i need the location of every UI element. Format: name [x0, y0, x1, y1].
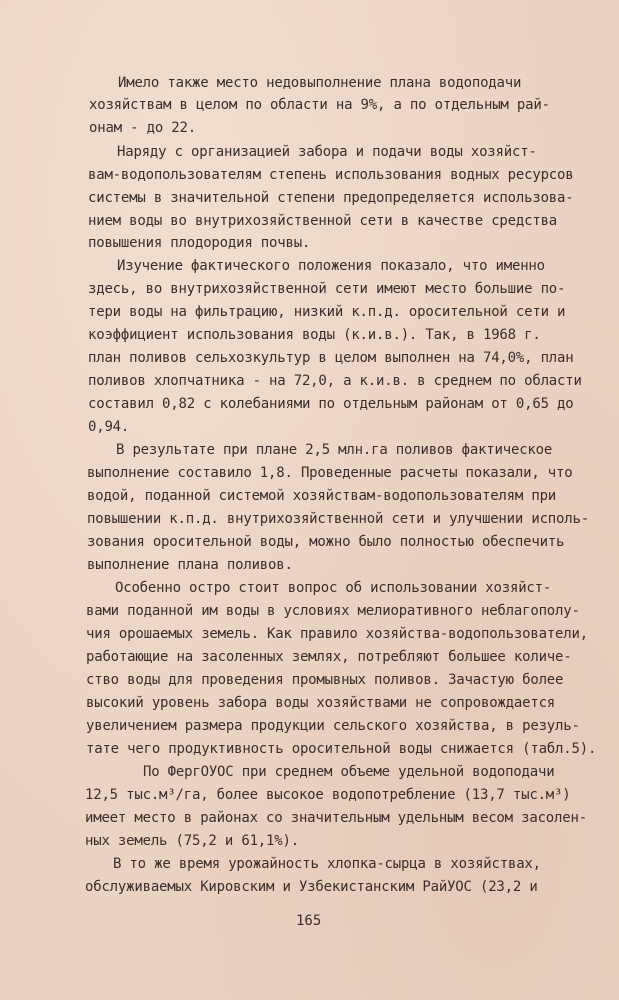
text-line: водой, поданной системой хозяйствам-водопользователям при — [87, 488, 557, 504]
text-line: повышении к.п.д. внутрихозяйственной сети и улучшении исполь- — [87, 511, 589, 527]
text-line: 12,5 тыс.м³/га, более высокое водопотребление (13,7 тыс.м³) — [85, 787, 571, 803]
text-line: По ФергОУОС при среднем объеме удельной водоподачи — [143, 764, 555, 780]
text-line: Изучение фактического положения показало, что именно — [117, 258, 545, 274]
text-line: тери воды на фильтрацию, низкий к.п.д. оросительной сети и — [88, 304, 566, 320]
text-line: ство воды для проведения промывных поливов. Зачастую более — [86, 672, 564, 688]
text-line: вами поданной им воды в условиях мелиоративного неблагополу- — [86, 603, 580, 619]
text-line: работающие на засоленных землях, потребляют большее количе- — [86, 649, 572, 665]
text-line: Особенно остро стоит вопрос об использовании хозяйст- — [115, 580, 552, 596]
text-line: поливов хлопчатника - на 72,0, а к.и.в. в среднем по области — [88, 373, 582, 389]
text-line: увеличением размера продукции сельского хозяйства, в резуль- — [86, 718, 580, 734]
text-line: высокий уровень забора воды хозяйствами не сопровождается — [86, 695, 556, 711]
text-line: ных земель (75,2 и 61,1%). — [85, 833, 299, 849]
text-line: здесь, во внутрихозяйственной сети имеют место большие по- — [88, 281, 566, 297]
text-line: зования оросительной воды, можно было полностью обеспечить — [87, 534, 565, 550]
text-line: чия орошаемых земель. Как правило хозяйства-водопользователи, — [86, 626, 588, 642]
text-line: нием воды во внутрихозяйственной сети в качестве средства — [88, 213, 558, 229]
text-line: Наряду с организацией забора и подачи воды хозяйст- — [117, 144, 537, 160]
text-line: системы в значительной степени предопределяется использова- — [88, 190, 574, 206]
page-number: 165 — [296, 913, 322, 929]
text-line: В то же время урожайность хлопка-сырца в хозяйствах, — [113, 856, 541, 872]
text-line: онам - до 22. — [89, 120, 196, 136]
text-line: составил 0,82 с колебаниями по отдельным районам от 0,65 до — [88, 396, 574, 412]
text-line: вам-водопользователям степень использования водных ресурсов — [88, 167, 574, 183]
text-line: имеет место в районах со значительным удельным весом засолен- — [85, 810, 587, 826]
text-line: повышения плодородия почвы. — [88, 235, 311, 251]
text-line: Имело также место недовыполнение плана водоподачи — [118, 75, 522, 91]
text-line: выполнение плана поливов. — [87, 557, 293, 573]
text-line: тате чего продуктивность оросительной воды снижается (табл.5). — [86, 741, 597, 757]
text-line: выполнение составило 1,8. Проведенные расчеты показали, что — [87, 465, 573, 481]
text-line: обслуживаемых Кировским и Узбекистанским РайУОС (23,2 и — [85, 879, 538, 895]
text-line: В результате при плане 2,5 млн.га поливов фактическое — [116, 442, 553, 458]
text-line: коэффициент использования воды (к.и.в.). Так, в 1968 г. — [88, 327, 541, 343]
text-line: хозяйствам в целом по области на 9%, а по отдельным рай- — [89, 97, 550, 113]
text-line: 0,94. — [88, 419, 130, 435]
text-line: план поливов сельхозкультур в целом выполнен на 74,0%, план — [88, 350, 574, 366]
